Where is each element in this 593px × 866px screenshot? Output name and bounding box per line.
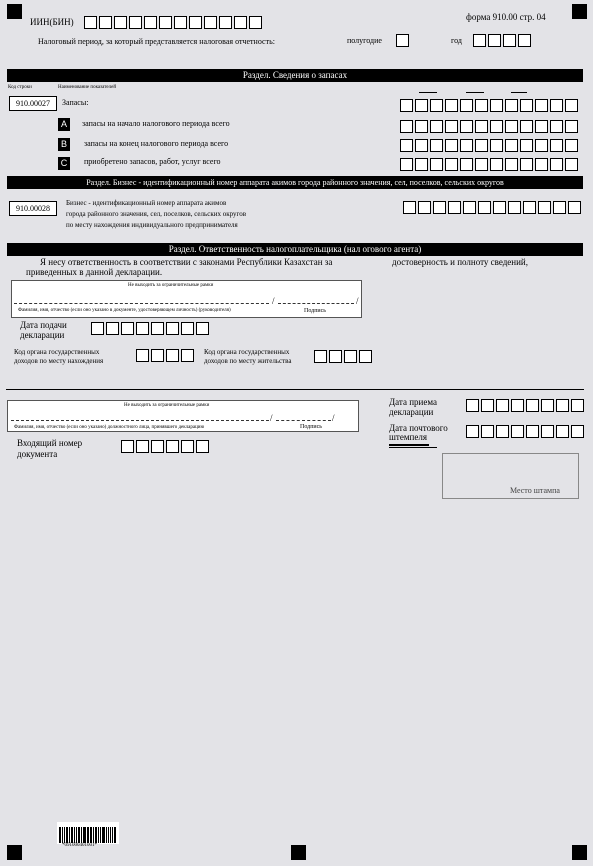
signature-slash-end: / <box>356 296 359 306</box>
official-signature-slash-end: / <box>332 413 335 423</box>
form-number: форма 910.00 стр. 04 <box>466 12 546 22</box>
halfyear-input[interactable] <box>396 34 409 47</box>
bin-row-text-3: по месту нахождения индивидуального предпринимателя <box>66 221 238 229</box>
org-code-residence-label-1: Код органа государственных <box>204 348 290 356</box>
akimat-bin-input[interactable] <box>403 201 581 214</box>
postmark-date-label-1: Дата почтового <box>389 423 448 433</box>
signature-slash: / <box>272 296 275 306</box>
org-code-residence-label-2: доходов по месту жительства <box>204 357 292 365</box>
stocks-purchased-input[interactable] <box>400 158 578 171</box>
column-group-mark <box>419 92 437 93</box>
iin-input[interactable] <box>84 16 262 29</box>
stocks-end-input[interactable] <box>400 139 578 152</box>
row-letter-b: B <box>58 138 70 151</box>
official-name-line <box>11 420 269 421</box>
halfyear-label: полугодие <box>347 36 382 45</box>
taxpayer-name-line <box>14 303 269 304</box>
form-barcode <box>57 822 119 844</box>
section-responsibility-title: Раздел. Ответственность налогоплательщика (нал огового агента) <box>7 243 583 256</box>
submit-date-label-2: декларации <box>20 330 65 340</box>
year-label: год <box>451 36 462 45</box>
period-label: Налоговый период, за который представляется налоговая отчетность: <box>38 37 275 46</box>
receipt-date-input[interactable] <box>466 399 584 412</box>
official-signature-slash: / <box>270 413 273 423</box>
registration-mark-bottom-mid <box>291 845 306 860</box>
stocks-start-input[interactable] <box>400 120 578 133</box>
incoming-number-label-1: Входящий номер <box>17 438 83 448</box>
receipt-date-label-2: декларации <box>389 407 434 417</box>
stocks-end-label: запасы на конец налогового периода всего <box>84 139 229 148</box>
column-header-name: Наименование показателей <box>58 85 117 90</box>
registration-mark-top-right <box>572 4 587 19</box>
postmark-underline <box>389 444 429 446</box>
org-code-location-input[interactable] <box>136 349 194 362</box>
taxpayer-name-hint: Фамилия, имя, отчество (если оно указано в документе, удостоверяющем личность) (руководителя) <box>18 308 231 313</box>
taxpayer-signature-hint: Не выходить за ограничительные рамки <box>128 283 214 288</box>
responsibility-statement-1b: достоверность и полноту сведений, <box>392 257 528 267</box>
bin-row-text-2: города районного значения, сел, поселков, сельских округов <box>66 210 247 218</box>
row-code-910-00027: 910.00027 <box>9 96 57 111</box>
submit-date-input[interactable] <box>91 322 209 335</box>
barcode-text: *091000401001* <box>62 843 97 848</box>
bin-row-text-1: Бизнес - идентификационный номер аппарата акимов <box>66 199 227 207</box>
official-sign-hint: Подпись <box>300 424 323 430</box>
section-stocks-title: Раздел. Сведения о запасах <box>7 69 583 82</box>
responsibility-statement-2: приведенных в данной декларации. <box>26 267 163 277</box>
iin-label: ИИН(БИН) <box>30 17 74 27</box>
org-code-residence-input[interactable] <box>314 350 372 363</box>
registration-mark-top-left <box>7 4 22 19</box>
column-header-code: Код строки <box>8 85 32 90</box>
stocks-start-label: запасы на начало налогового периода всего <box>82 119 230 128</box>
org-code-location-label-2: доходов по месту нахождения <box>14 357 104 365</box>
row-code-910-00028: 910.00028 <box>9 201 57 216</box>
taxpayer-sign-line <box>278 303 354 304</box>
responsibility-statement-1: Я несу ответственность в соответствии с законами Республики Казахстан за <box>40 257 333 267</box>
postmark-date-input[interactable] <box>466 425 584 438</box>
stocks-purchased-label: приобретено запасов, работ, услуг всего <box>84 157 221 166</box>
submit-date-label-1: Дата подачи <box>20 320 67 330</box>
column-group-mark <box>511 92 527 93</box>
registration-mark-bottom-left <box>7 845 22 860</box>
postmark-underline-2 <box>389 447 437 448</box>
section-bin-title: Раздел. Бизнес - идентификационный номер аппарата акимов города районного значения, сел, поселков, сельских округов <box>7 176 583 189</box>
postmark-date-label-2: штемпеля <box>389 432 427 442</box>
incoming-number-input[interactable] <box>121 440 209 453</box>
row-letter-a: A <box>58 118 70 131</box>
official-section-divider <box>6 389 584 390</box>
incoming-number-label-2: документа <box>17 449 58 459</box>
official-name-hint: Фамилия, имя, отчество (если оно указано) должностного лица, принявшего декларацию <box>14 425 205 430</box>
official-signature-hint: Не выходить за ограничительные рамки <box>124 403 210 408</box>
registration-mark-bottom-right <box>572 845 587 860</box>
row-letter-c: C <box>58 157 70 170</box>
stocks-total-input[interactable] <box>400 99 578 112</box>
org-code-location-label-1: Код органа государственных <box>14 348 100 356</box>
stamp-label: Место штампа <box>510 486 560 495</box>
taxpayer-sign-hint: Подпись <box>304 308 327 314</box>
column-group-mark <box>466 92 484 93</box>
official-sign-line <box>276 420 331 421</box>
year-input[interactable] <box>473 34 531 47</box>
receipt-date-label-1: Дата приема <box>389 397 437 407</box>
stocks-row-label: Запасы: <box>62 98 89 107</box>
